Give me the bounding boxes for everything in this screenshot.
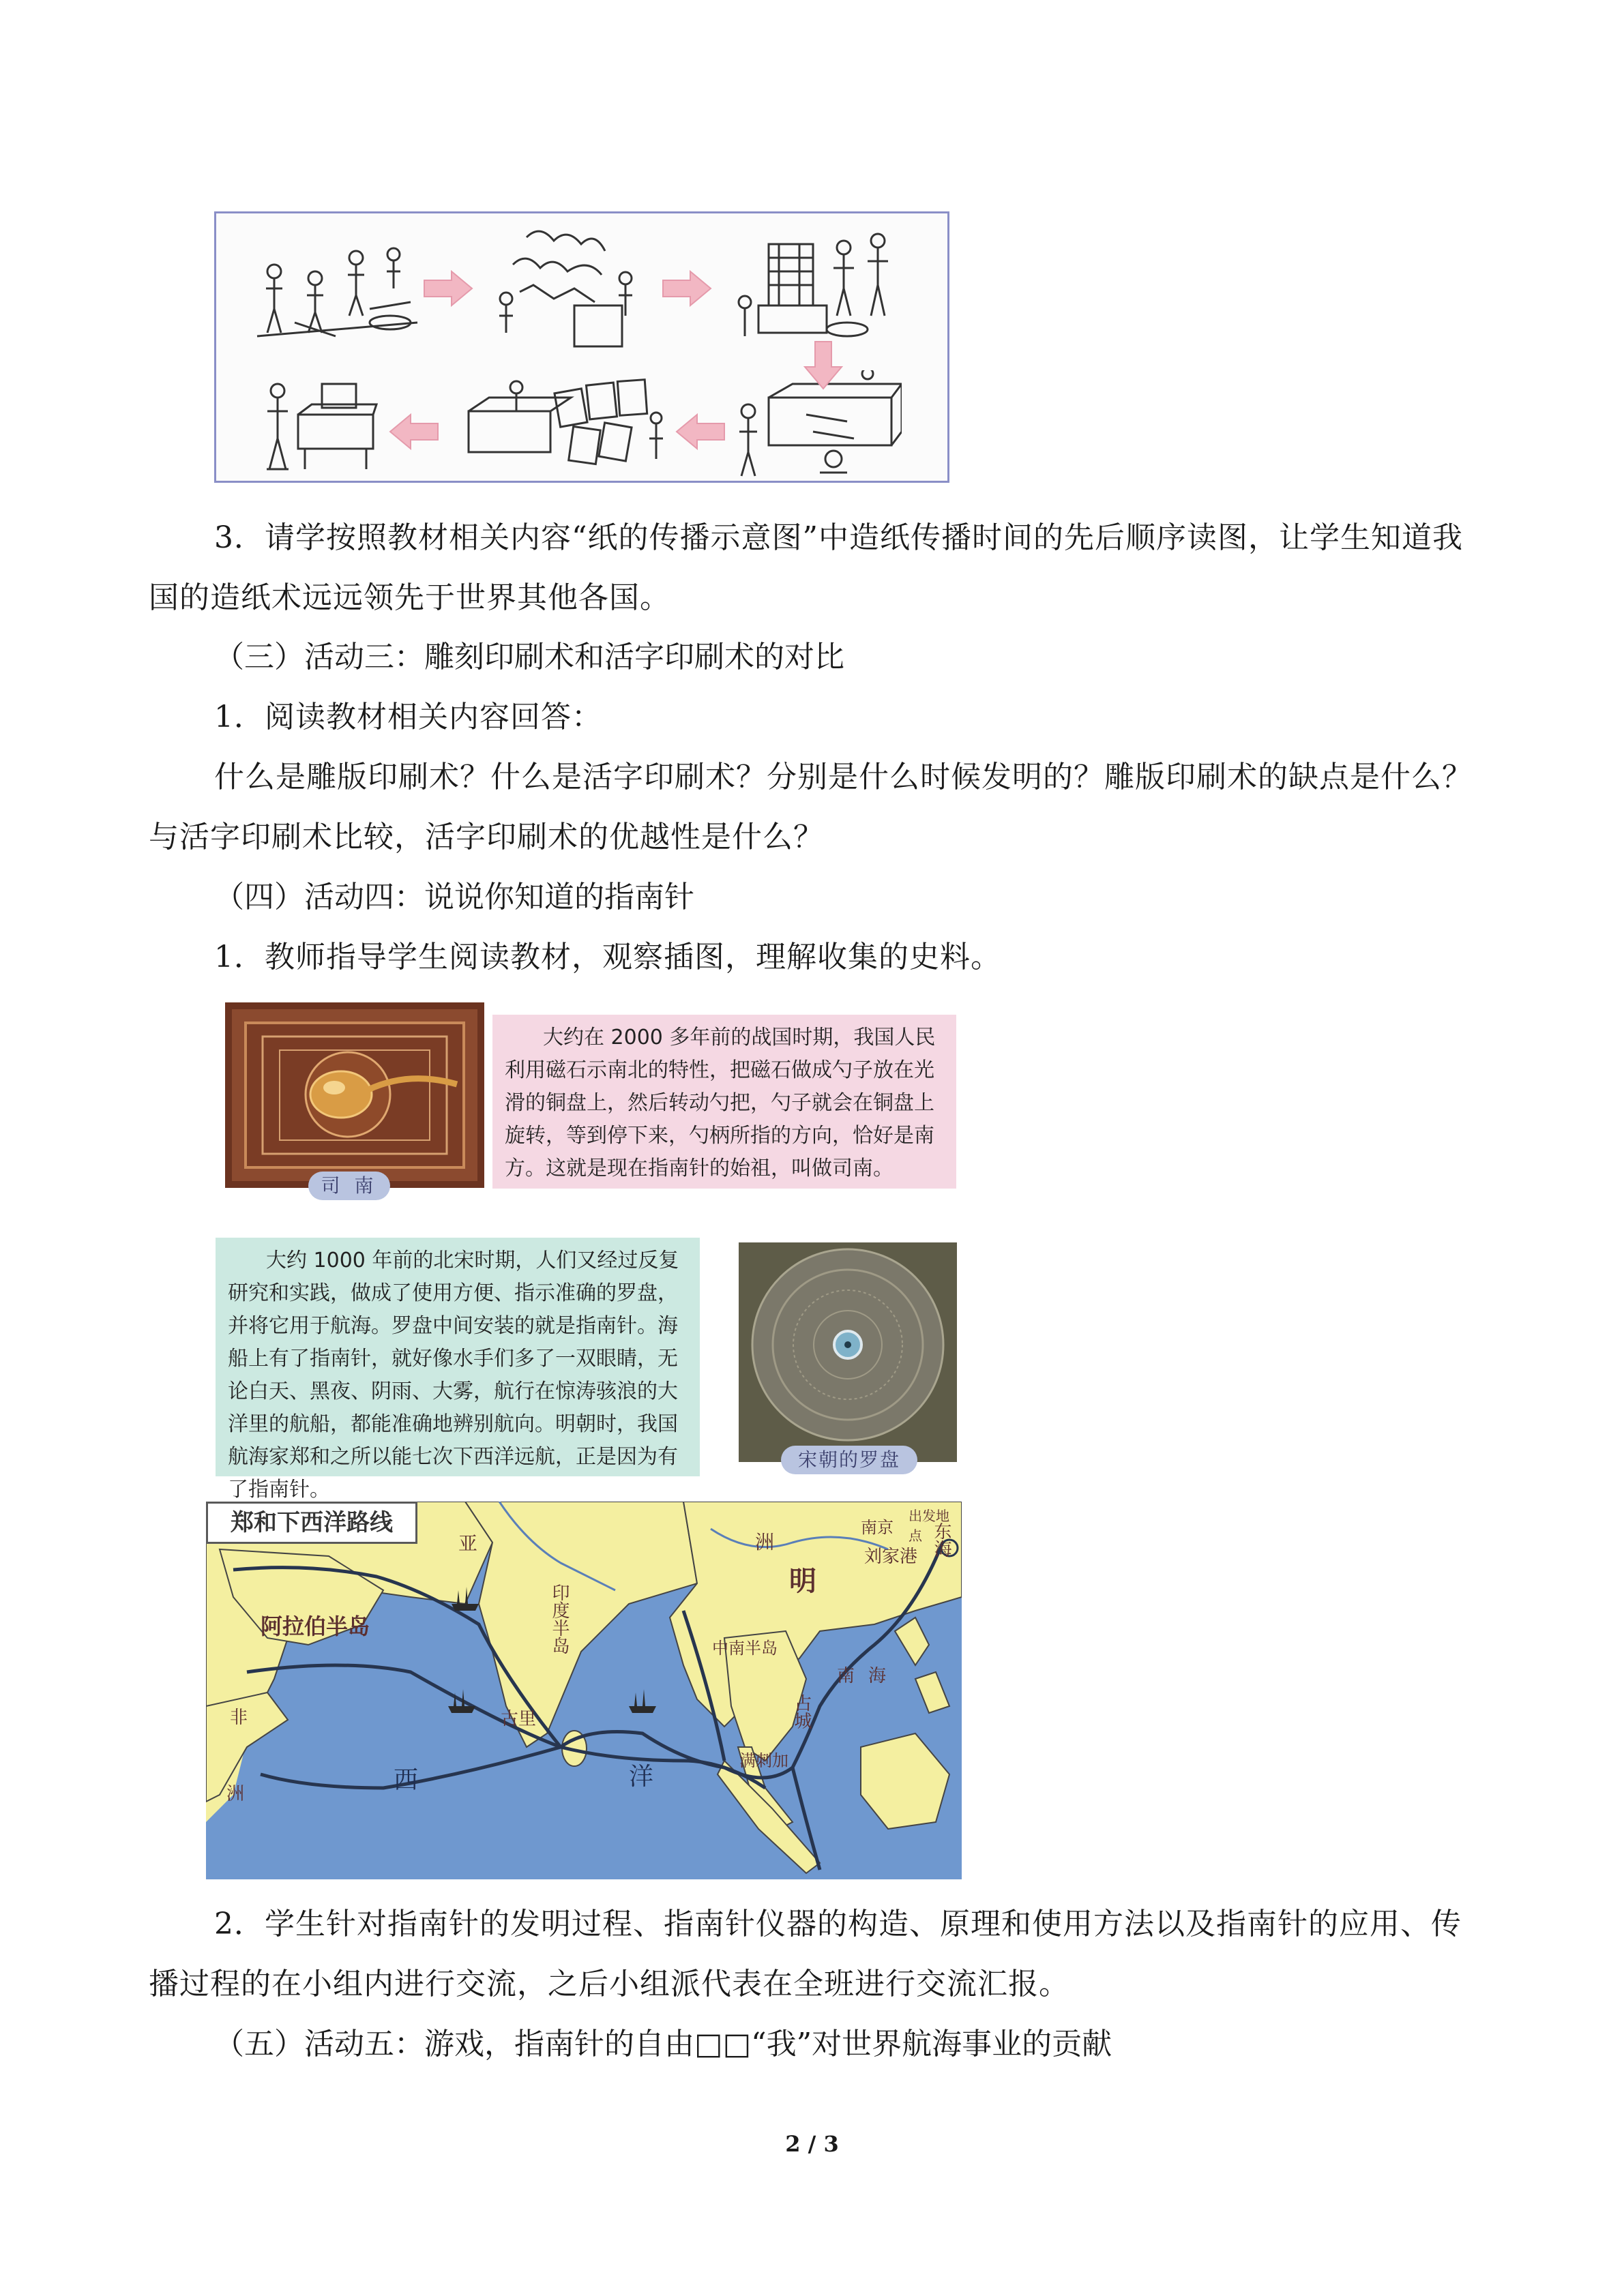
- right-arrow-icon: [421, 268, 475, 309]
- paragraph-3: 3．请学按照教材相关内容“纸的传播示意图”中造纸传播时间的先后顺序读图，让学生知道我国的造纸术远远领先于世界其他各国。: [149, 520, 1463, 615]
- activity-3-questions: 什么是雕版印刷术？什么是活字印刷术？分别是什么时候发明的？雕版印刷术的缺点是什么？与活字印刷术比较，活字印刷术的优越性是什么？: [149, 760, 1473, 854]
- map-label-arabia: 阿拉伯半岛: [261, 1613, 370, 1639]
- map-label-guli: 古里: [501, 1709, 537, 1729]
- activity-4-heading: （四）活动四：说说你知道的指南针: [214, 880, 694, 914]
- sinan-compass-illustration: [232, 1009, 477, 1181]
- map-label-donghai: 东海: [931, 1522, 951, 1557]
- activity-4-item-1: 1．教师指导学生阅读教材，观察插图，理解收集的史料。: [214, 940, 1001, 974]
- map-label-ming: 明: [789, 1566, 816, 1597]
- map-label-manlajia: 满刺加: [739, 1751, 788, 1770]
- luopan-compass-illustration: [739, 1242, 957, 1462]
- map-label-ya: 亚: [458, 1532, 478, 1555]
- activity-3-heading: （三）活动三：雕刻印刷术和活字印刷术的对比: [214, 640, 844, 674]
- activity-3-item-1: 1．阅读教材相关内容回答：: [214, 700, 602, 734]
- map-label-liujiagang: 刘家港: [864, 1547, 918, 1567]
- zhenghe-voyage-map: [206, 1502, 962, 1879]
- luopan-description: 大约 1000 年前的北宋时期，人们又经过反复研究和实践，做成了使用方便、指示准确的罗盘，并将它用于航海。罗盘中间安装的就是指南针。海船上有了指南针，就好像水手们多了一双眼睛，无论白天、黑夜、阴雨、大雾，航行在惊涛骇浪的大洋里的航船，都能准确地辨别航向。明朝时，我国航海家郑和之所以能七次下西洋远航，正是因为有了指南针。: [216, 1238, 700, 1476]
- papermaking-illustration: [214, 211, 949, 483]
- down-arrow-icon: [803, 340, 844, 391]
- map-label-zhancheng: 占城: [791, 1694, 812, 1729]
- sinan-description: 大约在 2000 多年前的战国时期，我国人民利用磁石示南北的特性，把磁石做成勺子放在光滑的铜盘上，然后转动勺把，勺子就会在铜盘上旋转，等到停下来，勺柄所指的方向，恰好是南方。这就是现在指南针的始祖，叫做司南。: [492, 1015, 956, 1189]
- song-luopan-image: [739, 1242, 957, 1462]
- sinan-caption: 司 南: [308, 1172, 390, 1200]
- map-label-zhongnan: 中南半岛: [712, 1639, 778, 1658]
- papermaking-step-3-scene: [731, 220, 902, 350]
- left-arrow-icon: [387, 411, 441, 452]
- map-label-start-point: 出发地点: [909, 1508, 949, 1544]
- map-label-zhou2: 洲: [226, 1784, 245, 1804]
- papermaking-step-2-scene: [486, 224, 643, 357]
- map-label-xi: 西: [394, 1766, 419, 1794]
- map-label-yang: 洋: [629, 1763, 654, 1791]
- papermaking-step-5-scene: [462, 370, 666, 479]
- left-arrow-icon: [673, 411, 728, 452]
- map-label-india: 印度半岛: [549, 1583, 570, 1654]
- sinan-image: [225, 1002, 484, 1188]
- activity-5-heading: （五）活动五：游戏，指南针的自由□□“我”对世界航海事业的贡献: [214, 2027, 1112, 2061]
- map-label-fei: 非: [230, 1708, 248, 1728]
- map-title: 郑和下西洋路线: [206, 1502, 417, 1544]
- page-number: 2 / 3: [785, 2131, 839, 2157]
- right-arrow-icon: [660, 268, 714, 309]
- activity-4-item-2: 2．学生针对指南针的发明过程、指南针仪器的构造、原理和使用方法以及指南针的应用、传播过程的在小组内进行交流，之后小组派代表在全班进行交流汇报。: [149, 1907, 1462, 2001]
- papermaking-step-6-scene: [257, 374, 380, 476]
- map-label-nanhai: 南海: [837, 1666, 900, 1686]
- map-label-nanjing: 南京: [861, 1518, 894, 1537]
- map-label-zhou1: 洲: [755, 1531, 775, 1553]
- map-illustration: [206, 1502, 962, 1879]
- luopan-caption: 宋朝的罗盘: [781, 1446, 917, 1474]
- papermaking-step-1-scene: [254, 241, 424, 343]
